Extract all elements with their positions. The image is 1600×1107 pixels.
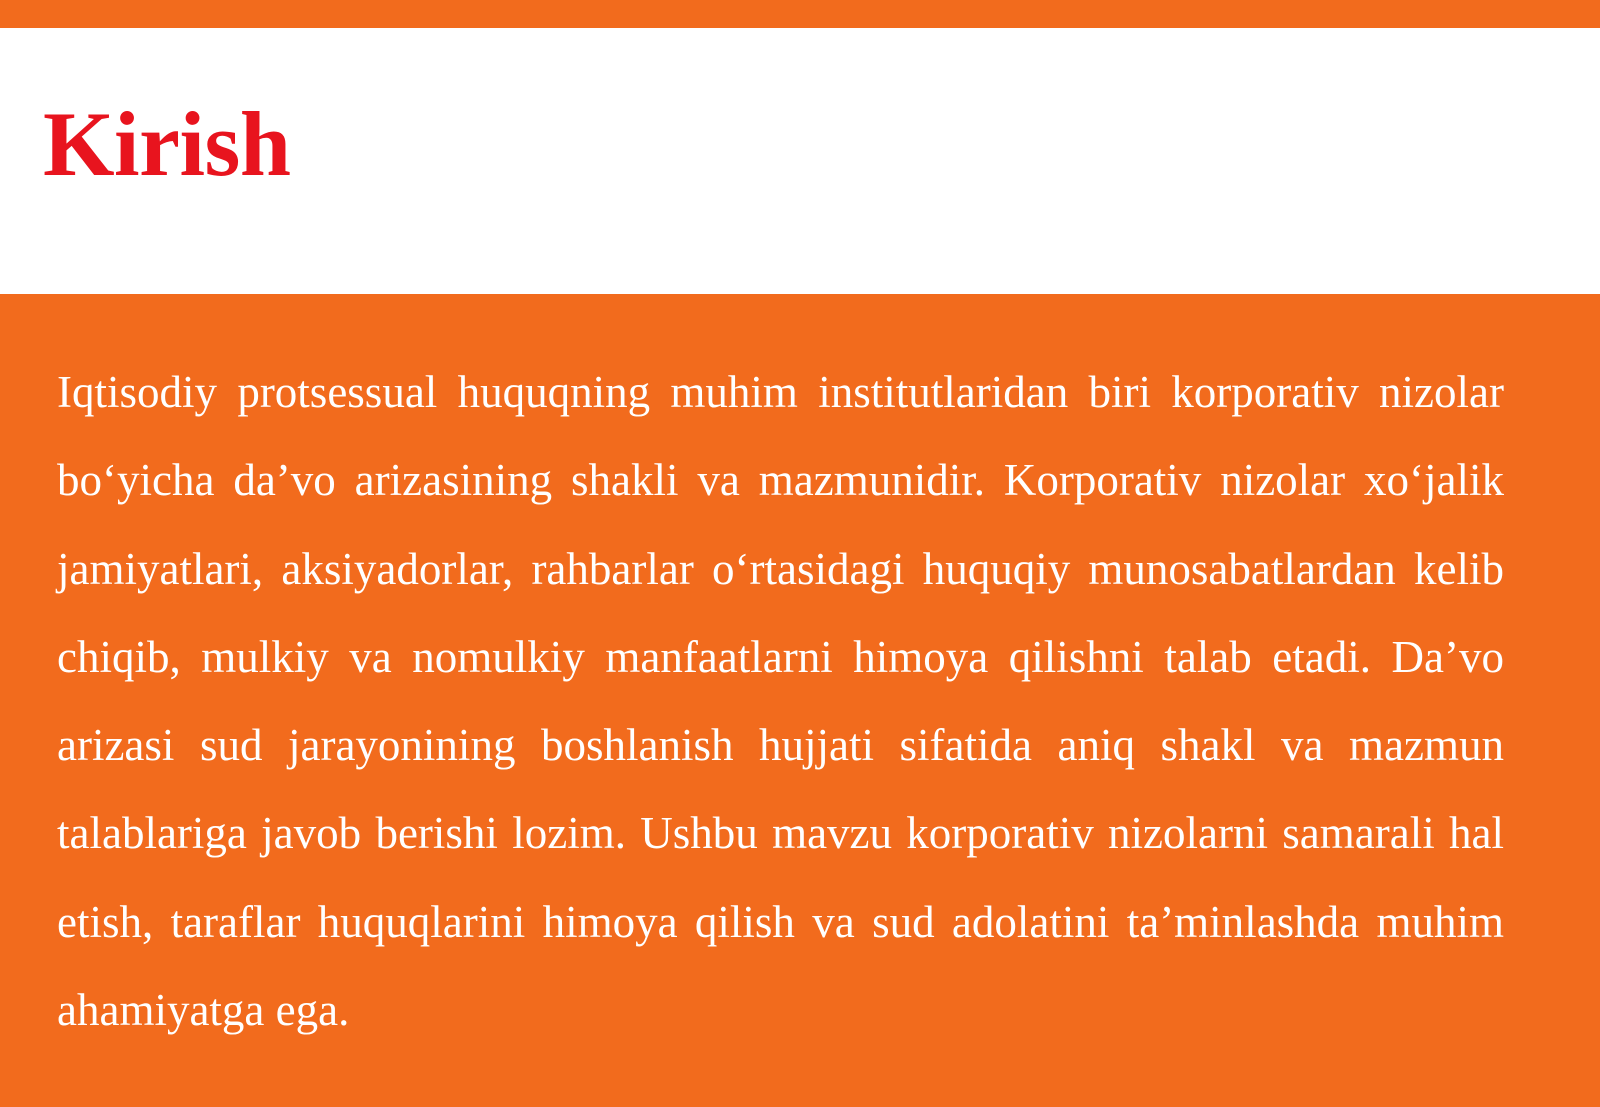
body-paragraph: Iqtisodiy protsessual huquqning muhim institutlaridan biri korporativ nizolar bo‘yicha da’vo arizasining shakli va mazmunidir. Korporativ nizolar xo‘jalik jamiyatlari, aksiyadorlar, rahbarlar o‘rtasidagi huquqiy munosabatlardan kelib chiqib, mulkiy va nomulkiy manfaatlarni himoya qilishni talab etadi. Da’vo arizasi sud jarayonining boshlanish hujjati sifatida aniq shakl va mazmun talablariga javob berishi lozim. Ushbu mavzu korporativ nizolarni samarali hal etish, taraflar huquqlarini himoya qilish va sud adolatini ta’minlashda muhim ahamiyatga ega. [57,367,1504,1036]
top-accent-bar [0,0,1600,28]
content-panel [0,294,1600,1107]
title-area [0,28,1600,294]
slide-title: Kirish [43,93,291,195]
